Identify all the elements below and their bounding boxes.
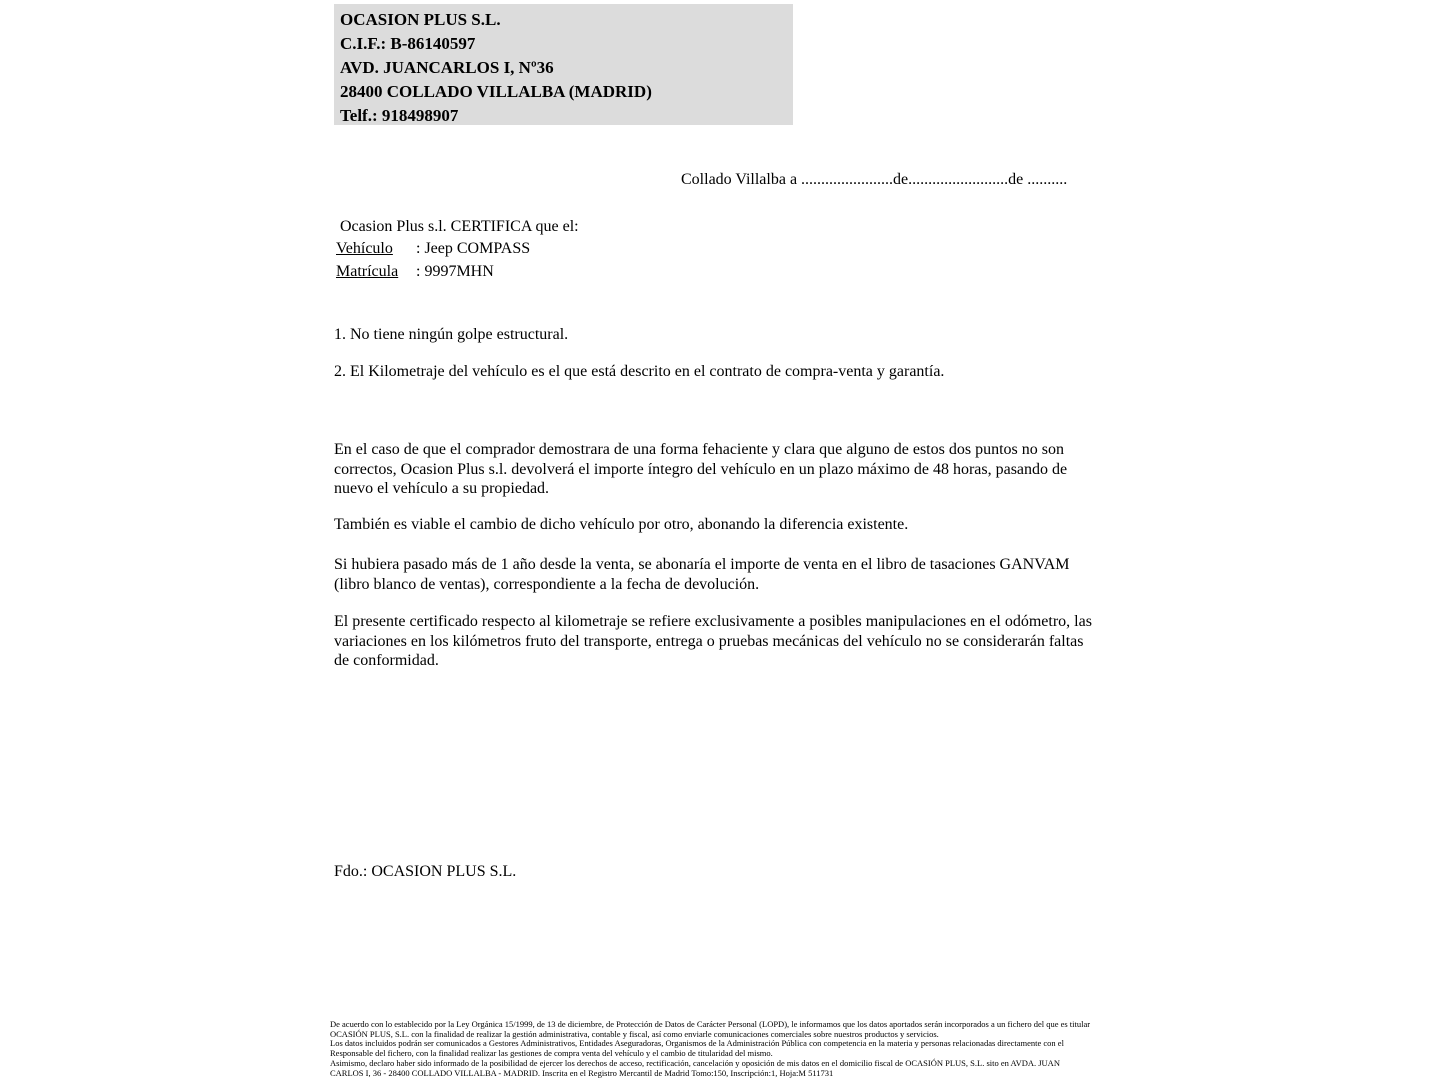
vehicle-value: : Jeep COMPASS — [416, 240, 531, 257]
condition-2: 2. El Kilometraje del vehículo es el que está descrito en el contrato de compra-venta y garantía. — [334, 363, 945, 380]
company-name: OCASION PLUS S.L. — [340, 10, 501, 29]
company-phone: Telf.: 918498907 — [340, 106, 459, 125]
vehicle-row — [336, 240, 530, 258]
plate-value: : 9997MHN — [416, 263, 494, 280]
plate-label: Matrícula — [336, 263, 399, 280]
paragraph-refund: En el caso de que el comprador demostrara de una forma fehaciente y clara que alguno de estos dos puntos no son correctos, Ocasion Plus s.l. devolverá el importe íntegro del vehículo en un plazo máximo de 48 horas, pasando de nuevo el vehículo a su propiedad. — [334, 441, 1068, 497]
footer-line: OCASIÓN PLUS, S.L. con la finalidad de realizar la gestión administrativa, contable y fiscal, así como enviarle comunicaciones comerciales sobre nuestros productos y servicios. — [330, 1028, 939, 1039]
paragraph-ganvam: Si hubiera pasado más de 1 año desde la venta, se abonaría el importe de venta en el libro de tasaciones GANVAM (libro blanco de ventas), correspondiente a la fecha de devolución. — [334, 556, 1070, 593]
legal-footer — [330, 1020, 1110, 1078]
certifies-line: Ocasion Plus s.l. CERTIFICA que el: — [340, 218, 579, 235]
company-city: 28400 COLLADO VILLALBA (MADRID) — [340, 82, 652, 101]
paragraph-odometer: El presente certificado respecto al kilometraje se refiere exclusivamente a posibles manipulaciones en el odómetro, las variaciones en los kilómetros fruto del transporte, entrega o pruebas mecánicas del vehículo no se considerarán faltas de conformidad. — [334, 613, 1092, 669]
company-header — [334, 4, 793, 125]
condition-1: 1. No tiene ningún golpe estructural. — [334, 326, 569, 343]
paragraph-exchange: También es viable el cambio de dicho vehículo por otro, abonando la diferencia existente. — [334, 516, 909, 533]
footer-line: Responsable del fichero, con la finalidad realizar las gestiones de compra venta del vehículo y el cambio de titularidad del mismo. — [330, 1048, 773, 1059]
footer-line: CARLOS I, 36 - 28400 COLLADO VILLALBA - MADRID. Inscrita en el Registro Mercantil de Madrid Tomo:150, Inscripción:1, Hoja:M 511731 — [330, 1067, 834, 1078]
signature-line: Fdo.: OCASION PLUS S.L. — [334, 863, 517, 880]
date-line: Collado Villalba a .......................de.........................de .......... — [681, 171, 1068, 188]
footer-line: Asimismo, declaro haber sido informado de la posibilidad de ejercer los derechos de acceso, rectificación, cancelación y oposición de mis datos en el domicilio fiscal de OCASIÓN PLUS, S.L. sito en AVDA. JUAN — [330, 1057, 1060, 1068]
vehicle-label: Vehículo — [336, 240, 393, 257]
footer-line: Los datos incluidos podrán ser comunicados a Gestores Administrativos, Entidades Aseguradoras, Organismos de la Administración Pública con competencia en la materia y personas relacionadas directamente con el — [330, 1038, 1064, 1049]
footer-line: De acuerdo con lo establecido por la Ley Orgánica 15/1999, de 13 de diciembre, de Protección de Datos de Carácter Personal (LOPD), le informamos que los datos aportados serán incorporados a un fichero del que es titular — [330, 1019, 1091, 1029]
plate-row — [336, 263, 494, 281]
company-address: AVD. JUANCARLOS I, Nº36 — [340, 58, 554, 77]
company-cif: C.I.F.: B-86140597 — [340, 34, 476, 53]
